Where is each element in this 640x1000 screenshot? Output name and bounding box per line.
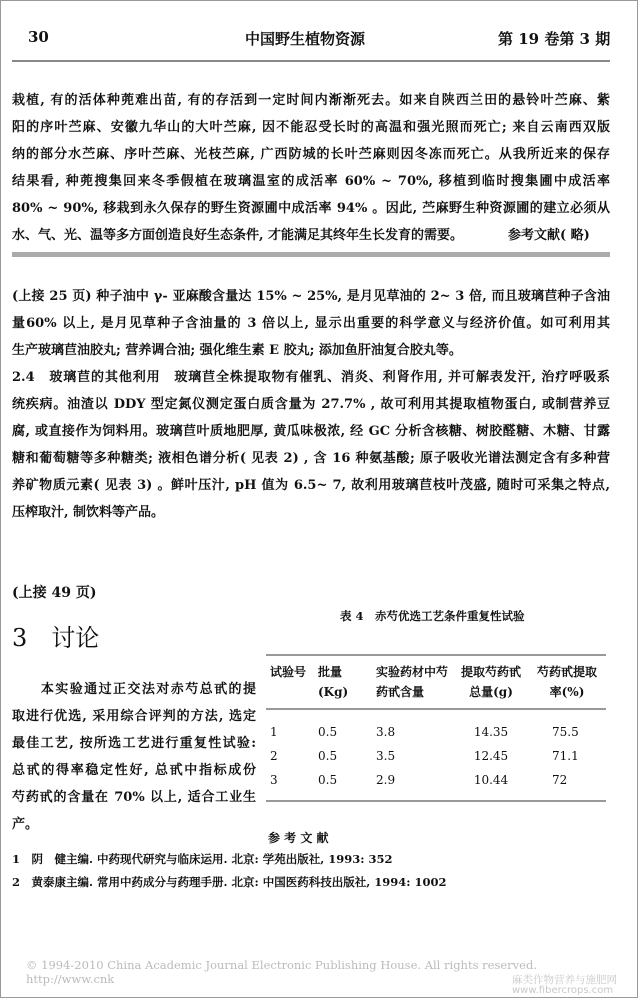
text-line: 最佳工艺, 按所选工艺进行重复性试验: bbox=[12, 736, 256, 751]
text-line: 总甙的得率稳定性好, 总甙中指标成份 bbox=[12, 763, 256, 778]
continued-label: (上接 49 页) bbox=[12, 585, 97, 601]
text-line: 压榨取汁, 制饮料等产品。 bbox=[12, 505, 165, 520]
table-cell: 3.8 bbox=[376, 725, 396, 739]
table-cell: 0.5 bbox=[318, 725, 338, 739]
text-line: 2.4 玻璃苣的其他利用 玻璃苣全株提取物有催乳、消炎、利肾作用, 并可解表发汗, 治疗呼吸系 bbox=[12, 370, 610, 385]
column-header: 芍药甙提取率(%) bbox=[528, 655, 606, 709]
table-cell: 71.1 bbox=[552, 749, 579, 763]
text-line: 统疾病。油渣以 DDY 型定氮仪测定蛋白质含量为 27.7% , 故可利用其提取植物蛋白, 或制营养豆 bbox=[12, 397, 610, 412]
text-line: 80% ~ 90%, 移栽到永久保存的野生资源圃中成活率 94% 。因此, 苎麻野生种资源圃的建立必须从 bbox=[12, 201, 610, 216]
text-line: 本实验通过正交法对赤芍总甙的提 bbox=[12, 682, 256, 697]
table-cell: 75.5 bbox=[552, 725, 579, 739]
table-cell: 3.5 bbox=[376, 749, 396, 763]
text-line: 糖和葡萄糖等多种糖类; 液相色谱分析( 见表 2) , 含 16 种氨基酸; 原子吸收光谱法测定含有多种营 bbox=[12, 451, 610, 466]
text-line: 结果看, 种蔸搜集回来冬季假植在玻璃温室的成活率 60% ~ 70%, 移植到临时搜集圃中成活率 bbox=[12, 174, 610, 189]
table-cell: 2 bbox=[270, 749, 278, 763]
text-line: 产。 bbox=[12, 817, 39, 832]
table-cell: 0.5 bbox=[318, 749, 338, 763]
column-header: 提取芍药甙总量(g) bbox=[454, 655, 528, 709]
text-line: 阳的序叶苎麻、安徽九华山的大叶苎麻, 因不能忍受长时的高温和强光照而死亡; 来自云南西双版 bbox=[12, 120, 610, 135]
text-line: 生产玻璃苣油胶丸; 营养调合油; 强化维生素 E 胶丸; 添加鱼肝油复合胶丸等。 bbox=[12, 343, 462, 358]
text-line: 量60% 以上, 是月见草种子含油量的 3 倍以上, 显示出重要的科学意义与经济价值。如可利用其 bbox=[12, 316, 610, 331]
column-header: 试验号 bbox=[266, 655, 314, 709]
section-divider bbox=[12, 252, 610, 257]
table-cell: 14.35 bbox=[473, 725, 509, 739]
section-title: 3 讨论 bbox=[12, 624, 100, 652]
text-line: (上接 25 页) 种子油中 γ- 亚麻酸含量达 15% ~ 25%, 是月见草油的 2~ 3 倍, 而且玻璃苣种子含油 bbox=[12, 289, 610, 304]
watermark-line1: 麻类作物营养与施肥网 bbox=[512, 974, 617, 986]
reference-item: 1 阴 健主编. 中药现代研究与临床运用. 北京: 学苑出版社, 1993: 352 bbox=[12, 852, 393, 866]
issue-label: 第 19 卷第 3 期 bbox=[498, 30, 611, 48]
header-rule bbox=[12, 60, 610, 62]
table-header-row bbox=[266, 655, 606, 709]
page-number: 30 bbox=[28, 28, 49, 46]
text-line: 纳的部分水苎麻、序叶苎麻、光枝苎麻, 广西防城的长叶苎麻则因冬冻而死亡。从我所近来的保存 bbox=[12, 147, 610, 162]
text-line: 腐, 或直接作为饲料用。玻璃苣叶质地肥厚, 黄瓜味极浓, 经 GC 分析含核糖、树胶醛糖、木糖、甘露 bbox=[12, 424, 610, 439]
text-line: 养矿物质元素( 见表 3) 。鲜叶压汁, pH 值为 6.5~ 7, 故利用玻璃苣枝叶茂盛, 随时可采集之特点, bbox=[12, 478, 610, 493]
text-line: 芍药甙的含量在 70% 以上, 适合工业生 bbox=[12, 790, 256, 805]
references-title: 参 考 文 献 bbox=[268, 831, 329, 845]
table-cell: 10.44 bbox=[454, 768, 528, 801]
column-header: 批量(Kg) bbox=[314, 655, 372, 709]
references-note: 参考文献( 略) bbox=[508, 228, 590, 243]
table-row bbox=[266, 709, 606, 744]
table-cell: 72 bbox=[528, 768, 606, 801]
table-cell: 3 bbox=[266, 768, 314, 801]
data-table bbox=[266, 654, 606, 802]
table-caption: 表 4 赤芍优选工艺条件重复性试验 bbox=[340, 609, 525, 623]
text-line: 水、气、光、温等多方面创造良好生态条件, 才能满足其终年生长发育的需要。 bbox=[12, 228, 464, 243]
table-cell: 2.9 bbox=[372, 768, 454, 801]
journal-title: 中国野生植物资源 bbox=[245, 30, 366, 48]
text-line: 取进行优选, 采用综合评判的方法, 选定 bbox=[12, 709, 256, 724]
text-line: 栽植, 有的活体种蔸难出苗, 有的存活到一定时间内渐渐死去。如来自陕西兰田的悬铃叶苎麻、紫 bbox=[12, 93, 610, 108]
table-row bbox=[266, 768, 606, 801]
table-cell: 12.45 bbox=[473, 749, 509, 763]
reference-item: 2 黄泰康主编. 常用中药成分与药理手册. 北京: 中国医药科技出版社, 1994: 1002 bbox=[12, 875, 447, 889]
watermark-line2: www.fibercrops.com bbox=[512, 985, 614, 996]
column-header: 实验药材中芍药甙含量 bbox=[372, 655, 454, 709]
table-cell: 0.5 bbox=[314, 768, 372, 801]
table-cell: 1 bbox=[270, 725, 278, 739]
copyright-notice: © 1994-2010 China Academic Journal Electronic Publishing House. All rights reserved. http://www.cnk bbox=[26, 958, 537, 986]
table-row bbox=[266, 744, 606, 768]
